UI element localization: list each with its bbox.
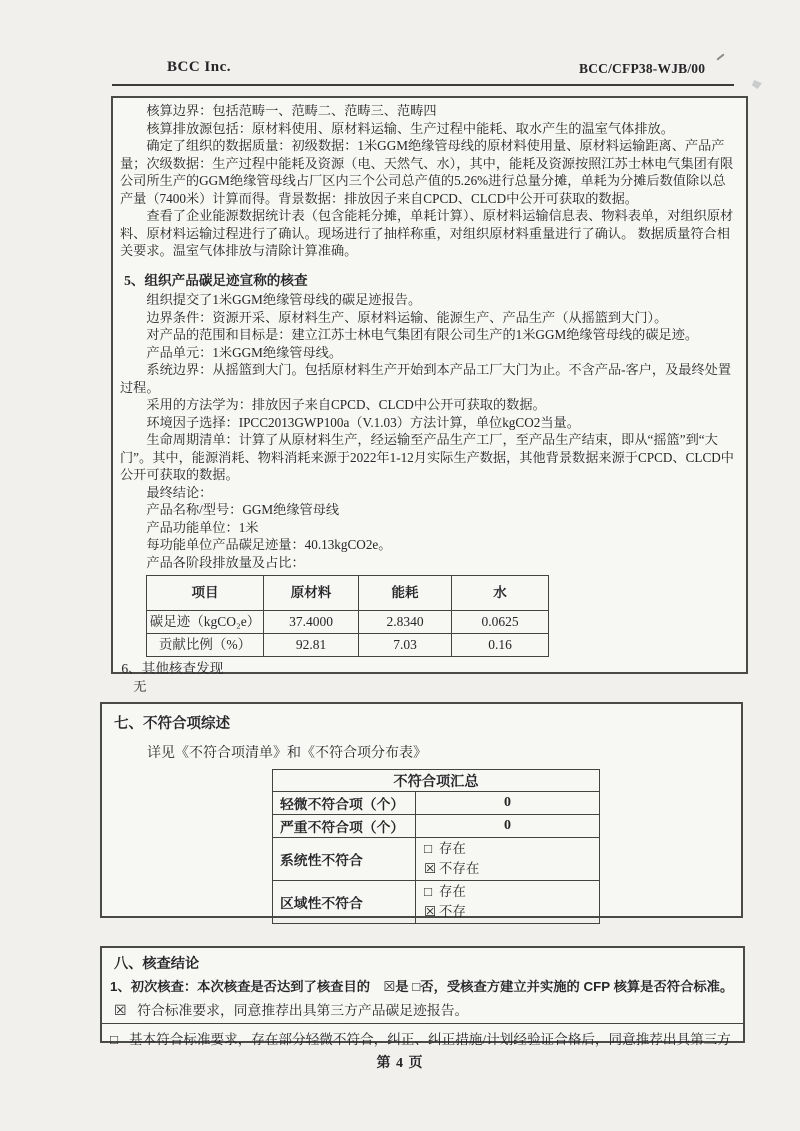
product-name-line: 产品名称/型号：GGM绝缘管母线 xyxy=(146,502,340,517)
emissions-contribution-row xyxy=(147,634,549,657)
checkbox-checked-icon: ☒ xyxy=(114,1003,127,1018)
conform-option-text: 符合标准要求，同意推荐出具第三方产品碳足迹报告。 xyxy=(137,1003,469,1018)
verification-details-box xyxy=(111,96,748,694)
nonconformity-table xyxy=(272,769,600,924)
emissions-footprint-row xyxy=(147,611,549,634)
option-not-exists xyxy=(424,902,599,922)
section5-line: 环境因子选择：IPCC2013GWP100a（V.1.03）方法计算，单位kgCO2当量。 xyxy=(146,414,580,430)
option-label: 不存在 xyxy=(438,861,480,876)
option-not-exists xyxy=(424,859,599,879)
partial-conform-option-text: 基本符合标准要求，存在部分轻微不符合，纠正、纠正措施/计划经验证合格后，同意推荐出具第三方 xyxy=(128,1032,731,1047)
checkbox-unchecked-icon: □ xyxy=(110,1032,119,1047)
nonconformity-title-row xyxy=(273,770,600,792)
final-conclusion-label: 最终结论： xyxy=(146,484,213,500)
spacer xyxy=(120,260,737,271)
value-cell: 0.16 xyxy=(452,634,549,657)
minor-nonconformity-count: 0 xyxy=(416,792,600,815)
stage-emissions-intro-line: 产品各阶段排放量及占比： xyxy=(146,554,305,570)
emissions-header-raw-material: 原材料 xyxy=(264,576,359,611)
verification-conclusion-box xyxy=(100,946,745,1047)
data-quality-paragraph: 确定了组织的数据质量：初级数据：1米GGM绝缘管母线的原材料使用量、原材料运输距离、产品产量；次级数据：生产过程中能耗及资源（电、天然气、水），其中，能耗及资源按照江苏士林电气集团有限公司所生产的GGM绝缘管母线占厂区内三个公司总产值的5.26%进行总量分摊，单耗为分摊后数值除以总产量（7400米）计算而得。背景数据：排放因子来自CPCD、CLCD中公开可获取的数据。 xyxy=(120,138,734,206)
carbon-footprint-value-line: 每功能单位产品碳足迹量：40.13kgCO2e。 xyxy=(146,537,392,552)
minor-nonconformity-row xyxy=(273,792,600,815)
value-cell: 7.03 xyxy=(359,634,452,657)
emissions-header-energy: 能耗 xyxy=(359,576,452,611)
option-label: 存在 xyxy=(438,884,466,899)
regional-nonconformity-label: 区域性不符合 xyxy=(273,881,416,924)
checkbox-checked-icon: ☒ xyxy=(424,861,437,876)
section5-line: 组织提交了1米GGM绝缘管母线的碳足迹报告。 xyxy=(146,292,422,307)
emissions-table-header-row xyxy=(147,576,549,611)
section5-line: 采用的方法学为：排放因子来自CPCD、CLCD中公开可获取的数据。 xyxy=(146,397,546,412)
ink-smudge xyxy=(752,80,762,89)
accounting-boundary-paragraph: 核算边界：包括范畴一、范畴二、范畴三、范畴四 xyxy=(146,103,437,118)
header-divider-line xyxy=(112,84,734,86)
section5-line: 生命周期清单：计算了从原材料生产，经运输至产品生产工厂，至产品生产结束，即从“摇篮”到“大门”。其中，能源消耗、物料消耗来源于2022年1-12月实际生产数据，其他背景数据来源于CPCD、CLCD中公开可获取的数据。 xyxy=(120,432,734,482)
section6-heading: 6、其他核查发现 xyxy=(121,661,224,676)
nonconformity-table-title: 不符合项汇总 xyxy=(273,770,600,792)
section5-line: 产品单元：1米GGM绝缘管母线。 xyxy=(146,344,343,360)
major-nonconformity-row xyxy=(273,815,600,838)
systemic-nonconformity-label: 系统性不符合 xyxy=(273,838,416,881)
section5-line: 边界条件：资源开采、原材料生产、原材料运输、能源生产、产品生产（从摇篮到大门）。 xyxy=(146,309,668,325)
value-cell: 0.0625 xyxy=(452,611,549,634)
header-document-number: BCC/CFP38-WJB/00 xyxy=(579,61,706,76)
section7-intro: 详见《不符合项清单》和《不符合项分布表》 xyxy=(147,746,427,761)
section6-content: 无 xyxy=(133,678,147,694)
header-company-name: BCC Inc. xyxy=(167,59,232,75)
regional-nonconformity-row xyxy=(273,881,600,924)
option-label: 存在 xyxy=(438,841,466,856)
minor-nonconformity-label: 轻微不符合项（个） xyxy=(273,792,416,815)
functional-unit-line: 产品功能单位：1米 xyxy=(146,519,259,535)
initial-verification-line: 1、初次核查：本次核查是否达到了核查目的 ☒是 □否，受核查方建立并实施的 CFP 核算是否符合标准。 xyxy=(110,979,734,994)
value-cell: 37.4000 xyxy=(264,611,359,634)
section8-heading: 八、核查结论 xyxy=(114,956,200,972)
partial-conform-option-line xyxy=(102,1023,743,1048)
pen-mark xyxy=(716,53,724,60)
regional-nonconformity-options xyxy=(416,881,600,924)
major-nonconformity-count: 0 xyxy=(416,815,600,838)
checkbox-unchecked-icon: □ xyxy=(424,884,433,899)
emissions-table xyxy=(146,575,549,657)
checkbox-unchecked-icon: □ xyxy=(424,841,433,856)
systemic-nonconformity-row xyxy=(273,838,600,881)
evidence-review-paragraph: 查看了企业能源数据统计表（包含能耗分摊，单耗计算）、原材料运输信息表、物料表单，对组织原材料、原材料运输过程进行了确认。现场进行了抽样称重，对组织原材料重量进行了确认。 数据质量符合相关要求。温室气体排放与清除计算准确。 xyxy=(120,208,734,258)
emissions-header-item: 项目 xyxy=(147,576,264,611)
section7-heading: 七、不符合项综述 xyxy=(114,716,230,732)
checkbox-checked-icon: ☒ xyxy=(424,904,437,919)
option-label: 不存 xyxy=(438,904,466,919)
row-label-cell: 碳足迹（kgCO₂e） xyxy=(147,611,264,634)
option-exists xyxy=(424,882,599,902)
systemic-nonconformity-options xyxy=(416,838,600,881)
section5-heading: 5、组织产品碳足迹宣称的核查 xyxy=(124,272,308,288)
option-exists xyxy=(424,839,599,859)
row-label-cell: 贡献比例（%） xyxy=(147,634,264,657)
major-nonconformity-label: 严重不符合项（个） xyxy=(273,815,416,838)
page-number: 第 4 页 xyxy=(376,1056,424,1071)
emission-sources-paragraph: 核算排放源包括：原材料使用、原材料运输、生产过程中能耗、取水产生的温室气体排放。 xyxy=(146,120,674,136)
value-cell: 92.81 xyxy=(264,634,359,657)
conform-option-line xyxy=(102,995,743,1023)
nonconformity-summary-box xyxy=(100,702,743,918)
value-cell: 2.8340 xyxy=(359,611,452,634)
section5-line: 系统边界：从摇篮到大门。包括原材料生产开始到本产品工厂大门为止。不含产品-客户，及最终处置过程。 xyxy=(120,362,732,395)
section5-line: 对产品的范围和目标是：建立江苏士林电气集团有限公司生产的1米GGM绝缘管母线的碳足迹。 xyxy=(146,327,699,342)
emissions-header-water: 水 xyxy=(452,576,549,611)
